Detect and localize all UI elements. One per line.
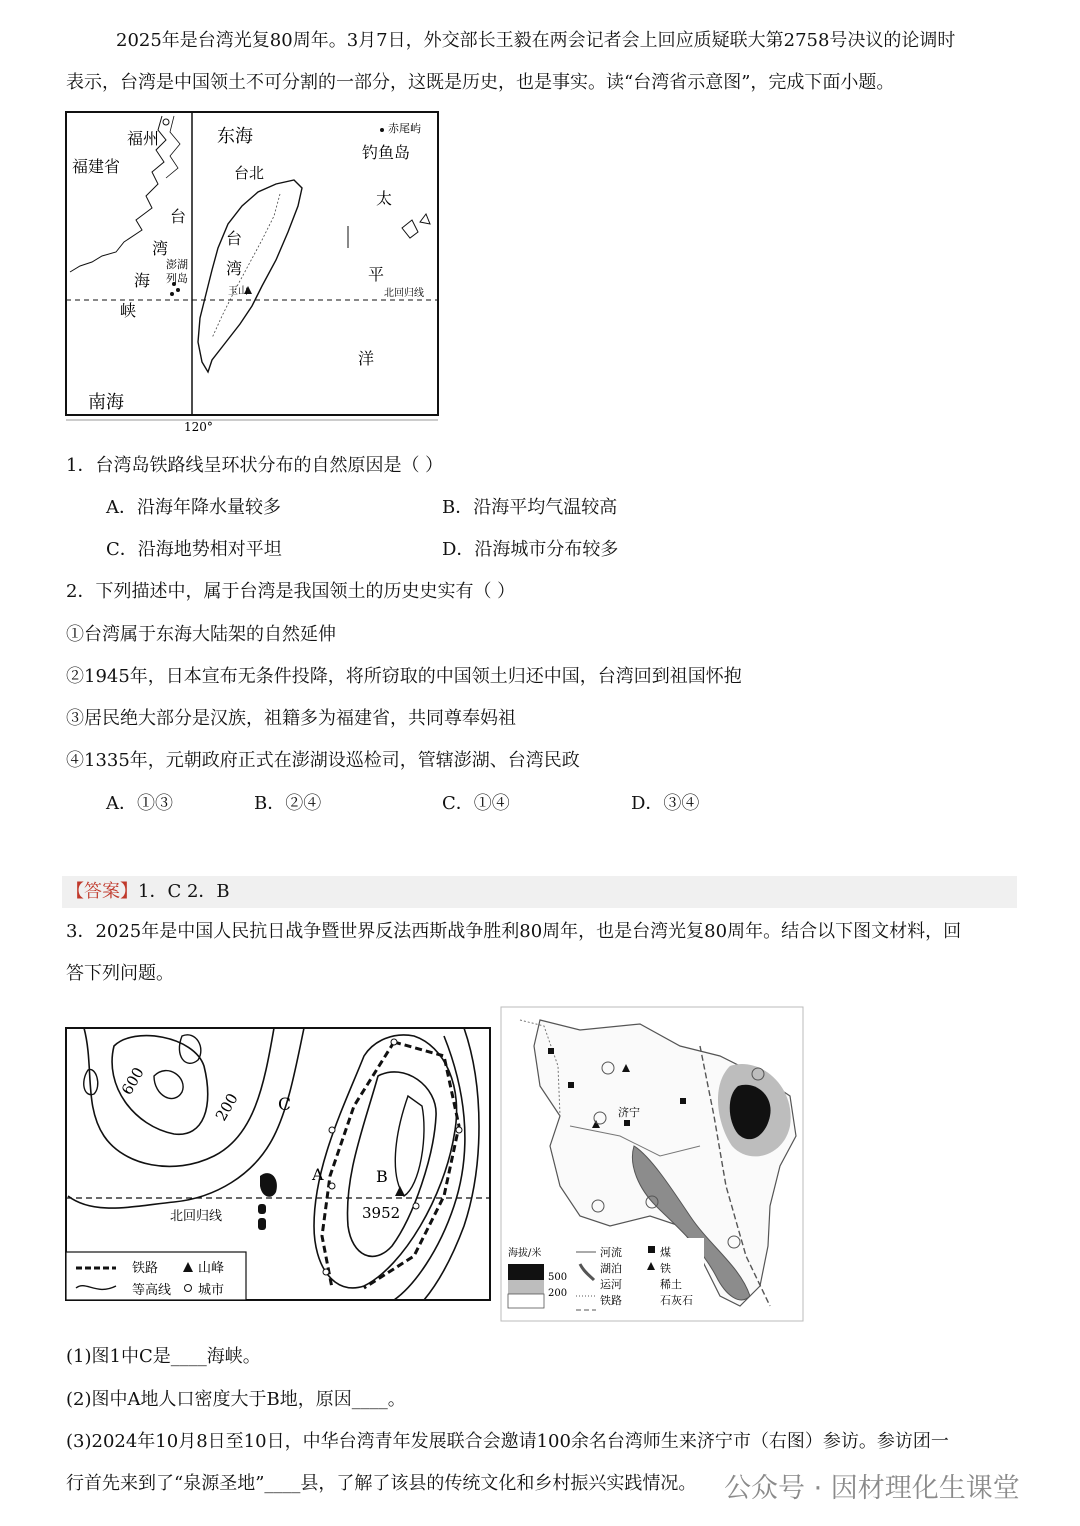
taiwan-map — [62, 110, 442, 435]
answer-text: 1．C 2．B — [138, 881, 230, 902]
answer-tag: 【答案】 — [66, 881, 138, 902]
legend-limestone: 石灰石 — [660, 1294, 693, 1307]
label-fujian: 福建省 — [72, 157, 121, 176]
q2-option-b[interactable]: B．②④ — [254, 793, 322, 814]
label-strait-wan: 湾 — [152, 239, 169, 258]
q2-statement-2: ②1945年，日本宣布无条件投降，将所窃取的中国领土归还中国，台湾回到祖国怀抱 — [66, 666, 742, 687]
q1-stem: 1．台湾岛铁路线呈环状分布的自然原因是（ ） — [66, 455, 444, 476]
label-fuzhou: 福州 — [127, 129, 160, 148]
q2-option-d[interactable]: D．③④ — [631, 793, 700, 814]
q3-stem-2: 答下列问题。 — [66, 963, 174, 984]
legend-city-icon — [185, 1285, 192, 1292]
q2-option-c[interactable]: C．①④ — [442, 793, 510, 814]
q3-stem-1: 3．2025年是中国人民抗日战争暨世界反法西斯战争胜利80周年，也是台湾光复80周年。结合以下图文材料，回 — [66, 921, 962, 942]
label-waiweiyu: 赤尾屿 — [388, 122, 421, 135]
label-point-b: B — [376, 1167, 388, 1186]
legend-city-label: 城市 — [198, 1283, 225, 1298]
label-island-tai: 台 — [226, 229, 243, 248]
label-elevation: 海拔/米 — [508, 1248, 542, 1259]
label-diaoyudao: 钓鱼岛 — [362, 143, 411, 162]
label-point-a: A — [312, 1165, 324, 1184]
jining-map — [500, 1006, 804, 1322]
legend-contour-label: 等高线 — [132, 1283, 172, 1298]
q3-part-3b: 行首先来到了“泉源圣地”____县，了解了该县的传统文化和乡村振兴实践情况。 — [66, 1473, 697, 1494]
label-tropic: 北回归线 — [384, 288, 424, 299]
q2-statement-4: ④1335年，元朝政府正式在澎湖设巡检司，管辖澎湖、台湾民政 — [66, 750, 580, 771]
legend-peak-label: 山峰 — [198, 1261, 225, 1276]
label-strait-tai: 台 — [170, 207, 187, 226]
q2-statement-3: ③居民绝大部分是汉族，祖籍多为福建省，共同尊奉妈祖 — [66, 708, 516, 729]
label-jining: 济宁 — [618, 1106, 640, 1119]
legend-canal: 运河 — [600, 1278, 622, 1291]
q3-part-1: (1)图1中C是____海峡。 — [66, 1346, 261, 1367]
legend-coal: 煤 — [660, 1246, 671, 1259]
answer-line — [66, 880, 230, 904]
q2-statement-1: ①台湾属于东海大陆架的自然延伸 — [66, 624, 336, 645]
label-strait-c: C — [278, 1095, 292, 1115]
label-elev-500: 500 — [548, 1272, 568, 1283]
legend-lake: 湖泊 — [600, 1262, 622, 1275]
q1-option-b[interactable]: B．沿海平均气温较高 — [442, 497, 618, 518]
label-pacific-ping: 平 — [368, 265, 385, 284]
label-nanhai: 南海 — [88, 392, 124, 413]
label-yushan: 玉山 — [228, 286, 248, 297]
label-taibei: 台北 — [234, 164, 265, 182]
q2-option-a[interactable]: A．①③ — [106, 793, 173, 814]
label-penghu-2: 列岛 — [166, 272, 188, 285]
label-longitude: 120° — [184, 420, 213, 434]
label-contour-200: 200 — [211, 1090, 242, 1124]
legend-rare-earth: 稀土 — [660, 1278, 682, 1291]
legend-iron: 铁 — [660, 1262, 671, 1275]
watermark: 公众号 · 因材理化生课堂 — [724, 1473, 1020, 1504]
intro-line-1: 2025年是台湾光复80周年。3月7日，外交部长王毅在两会记者会上回应质疑联大第2758号决议的论调时 — [116, 30, 956, 51]
q3-part-2: (2)图中A地人口密度大于B地，原因____。 — [66, 1389, 406, 1410]
legend-coal-icon — [648, 1246, 655, 1253]
peak-icon — [395, 1186, 405, 1196]
label-pacific-yang: 洋 — [358, 349, 375, 368]
label-strait-hai: 海 — [134, 271, 151, 290]
label-strait-xia: 峡 — [120, 301, 137, 320]
label-contour-600: 600 — [117, 1064, 148, 1098]
label-elev-200: 200 — [548, 1288, 568, 1299]
label-pacific-tai: 太 — [376, 189, 393, 208]
label-peak-height: 3952 — [362, 1204, 401, 1222]
legend-river: 河流 — [600, 1246, 622, 1259]
legend-rail: 铁路 — [600, 1294, 622, 1307]
label-donghai: 东海 — [217, 126, 253, 147]
label-island-wan: 湾 — [226, 259, 243, 278]
label-penghu-1: 澎湖 — [166, 258, 188, 271]
q1-option-c[interactable]: C．沿海地势相对平坦 — [106, 539, 282, 560]
q1-option-a[interactable]: A．沿海年降水量较多 — [106, 497, 281, 518]
legend-rail-label: 铁路 — [132, 1261, 159, 1276]
q2-stem: 2．下列描述中，属于台湾是我国领土的历史史实有（ ） — [66, 581, 516, 602]
q1-option-d[interactable]: D．沿海城市分布较多 — [442, 539, 619, 560]
label-tropic: 北回归线 — [170, 1209, 223, 1224]
topographic-map — [64, 1026, 492, 1304]
q3-part-3a: (3)2024年10月8日至10日，中华台湾青年发展联合会邀请100余名台湾师生来济宁市（右图）参访。参访团一 — [66, 1431, 949, 1452]
intro-line-2: 表示，台湾是中国领土不可分割的一部分，这既是历史，也是事实。读“台湾省示意图”，完成下面小题。 — [66, 72, 895, 93]
